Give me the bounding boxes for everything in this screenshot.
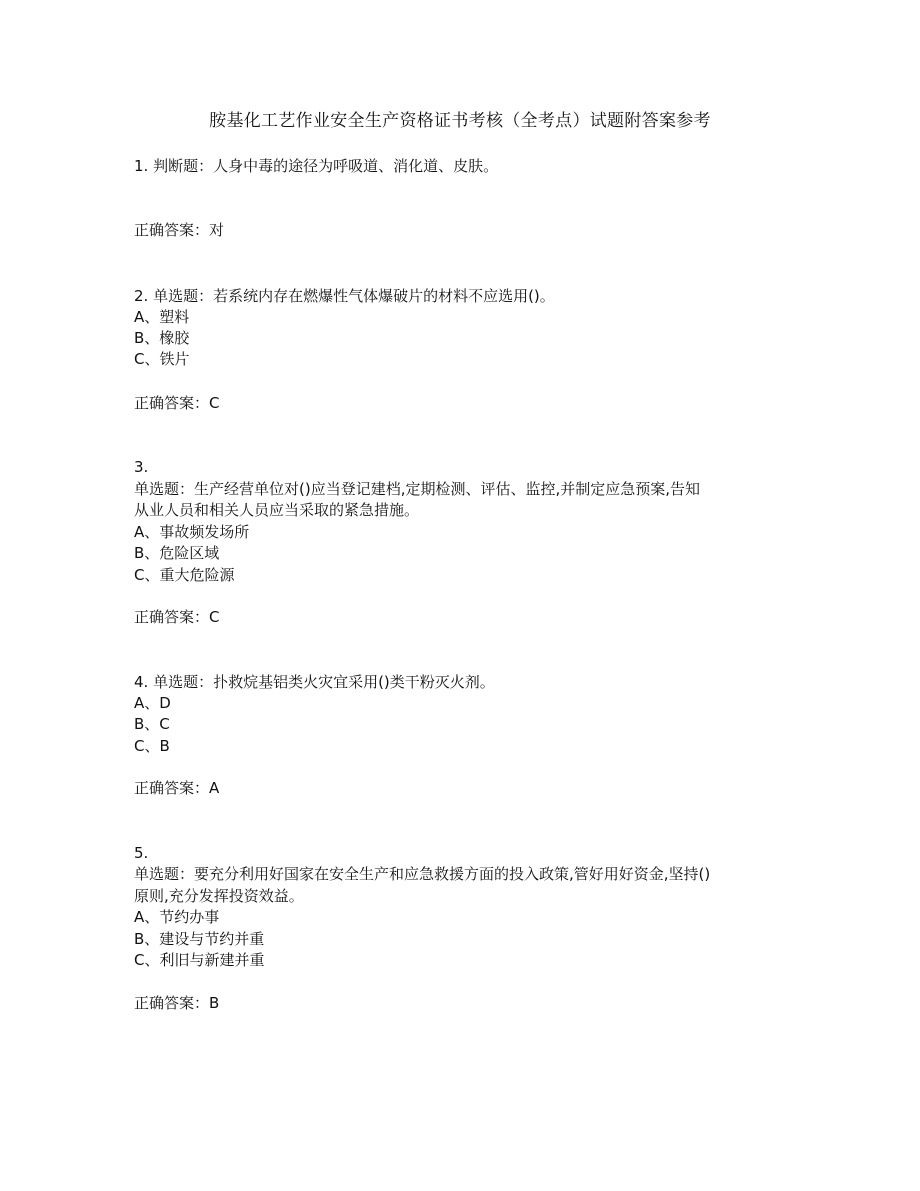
question-4-option-a: A、D	[134, 694, 171, 712]
question-3-number: 3.	[134, 458, 149, 476]
question-3-text-line1: 单选题：生产经营单位对()应当登记建档,定期检测、评估、监控,并制定应急预案,告知	[134, 480, 701, 498]
question-3-answer: 正确答案：C	[134, 608, 220, 626]
question-5-option-c: C、利旧与新建并重	[134, 951, 265, 969]
question-2-option-a: A、塑料	[134, 308, 190, 326]
question-2-text: 2. 单选题：若系统内存在燃爆性气体爆破片的材料不应选用()。	[134, 287, 555, 305]
question-1-answer: 正确答案：对	[134, 221, 225, 239]
question-5-text-line2: 原则,充分发挥投资效益。	[134, 887, 304, 905]
question-4-answer: 正确答案：A	[134, 779, 220, 797]
question-3-option-a: A、事故频发场所	[134, 523, 250, 541]
question-3-option-b: B、危险区域	[134, 544, 220, 562]
question-1-text: 1. 判断题：人身中毒的途径为呼吸道、消化道、皮肤。	[134, 157, 499, 175]
question-2-option-c: C、铁片	[134, 350, 190, 368]
question-5-number: 5.	[134, 844, 149, 862]
document-title: 胺基化工艺作业安全生产资格证书考核（全考点）试题附答案参考	[209, 111, 711, 131]
question-3-option-c: C、重大危险源	[134, 566, 235, 584]
question-2-option-b: B、橡胶	[134, 329, 190, 347]
question-5-option-a: A、节约办事	[134, 908, 220, 926]
question-4-text: 4. 单选题：扑救烷基铝类火灾宜采用()类干粉灭火剂。	[134, 673, 495, 691]
question-4-option-c: C、B	[134, 737, 170, 755]
question-5-answer: 正确答案：B	[134, 994, 220, 1012]
question-2-answer: 正确答案：C	[134, 394, 220, 412]
question-5-text-line1: 单选题：要充分利用好国家在安全生产和应急救援方面的投入政策,管好用好资金,坚持()	[134, 865, 711, 883]
question-4-option-b: B、C	[134, 715, 170, 733]
question-5-option-b: B、建设与节约并重	[134, 930, 265, 948]
question-3-text-line2: 从业人员和相关人员应当采取的紧急措施。	[134, 501, 420, 519]
